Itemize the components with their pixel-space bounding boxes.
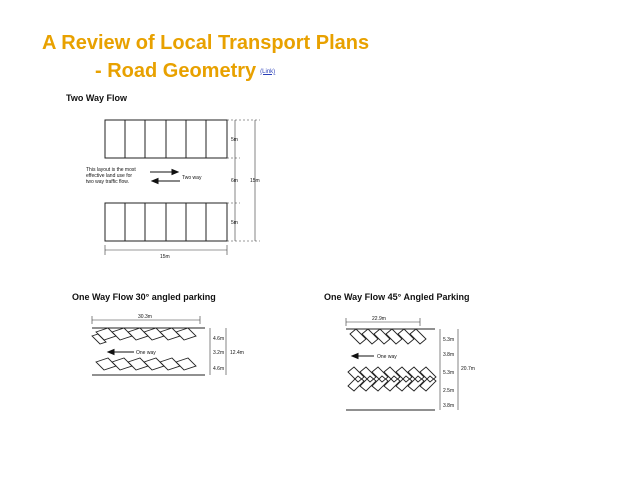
one-way-30-dim-c: 4.6m [213, 366, 225, 372]
source-link[interactable]: (Link) [260, 68, 276, 75]
one-way-30-arrow-label: One way [136, 350, 156, 356]
one-way-45-dim-d: 2.5m [443, 388, 455, 394]
one-way-30-heading: One Way Flow 30° angled parking [72, 292, 216, 302]
one-way-45-dim-total: 20.7m [461, 366, 475, 372]
one-way-30-top-bays [92, 328, 205, 344]
one-way-45-dim-e: 3.8m [443, 403, 455, 409]
one-way-30-dim-b: 3.2m [213, 350, 225, 356]
slide-title-line-1: A Review of Local Transport Plans [42, 32, 370, 54]
one-way-45-dim-b: 3.8m [443, 352, 455, 358]
two-way-dim-total: 15m [250, 178, 260, 184]
one-way-30-arrow-icon [108, 350, 134, 355]
two-way-arrows-icon [150, 170, 180, 184]
one-way-30-dim-a: 4.6m [213, 336, 225, 342]
one-way-45-dimension-bars [346, 318, 458, 410]
one-way-45-dim-c: 5.3m [443, 370, 455, 376]
two-way-note-1: This layout is the most [86, 167, 136, 173]
two-way-dim-width: 15m [160, 254, 170, 260]
two-way-flow-diagram [66, 93, 260, 260]
one-way-45-diagram [324, 292, 475, 410]
one-way-30-dim-width: 30.3m [138, 314, 152, 320]
one-way-45-dim-a: 5.3m [443, 337, 455, 343]
one-way-45-arrow-label: One way [377, 354, 397, 360]
one-way-30-diagram [72, 292, 244, 375]
one-way-30-bottom-bays [92, 358, 205, 375]
two-way-top-bays [105, 120, 227, 158]
one-way-45-arrow-icon [352, 354, 374, 359]
two-way-dim-top: 5m [231, 137, 238, 143]
two-way-bottom-bays [105, 203, 227, 241]
slide-subtitle: - Road Geometry [95, 60, 257, 82]
two-way-note-3: two way traffic flow. [86, 179, 129, 185]
one-way-45-heading: One Way Flow 45° Angled Parking [324, 292, 470, 302]
two-way-note-2: effective land use for [86, 173, 133, 179]
one-way-30-dim-total: 12.4m [230, 350, 244, 356]
one-way-30-dimension-bars [92, 316, 226, 375]
one-way-45-dim-width: 22.9m [372, 316, 386, 322]
two-way-dim-mid: 6m [231, 178, 238, 184]
two-way-arrow-label: Two way [182, 175, 202, 181]
two-way-heading: Two Way Flow [66, 93, 127, 103]
two-way-dim-bottom: 5m [231, 220, 238, 226]
one-way-45-middle-bays [348, 367, 436, 391]
one-way-45-top-bays [346, 329, 435, 344]
